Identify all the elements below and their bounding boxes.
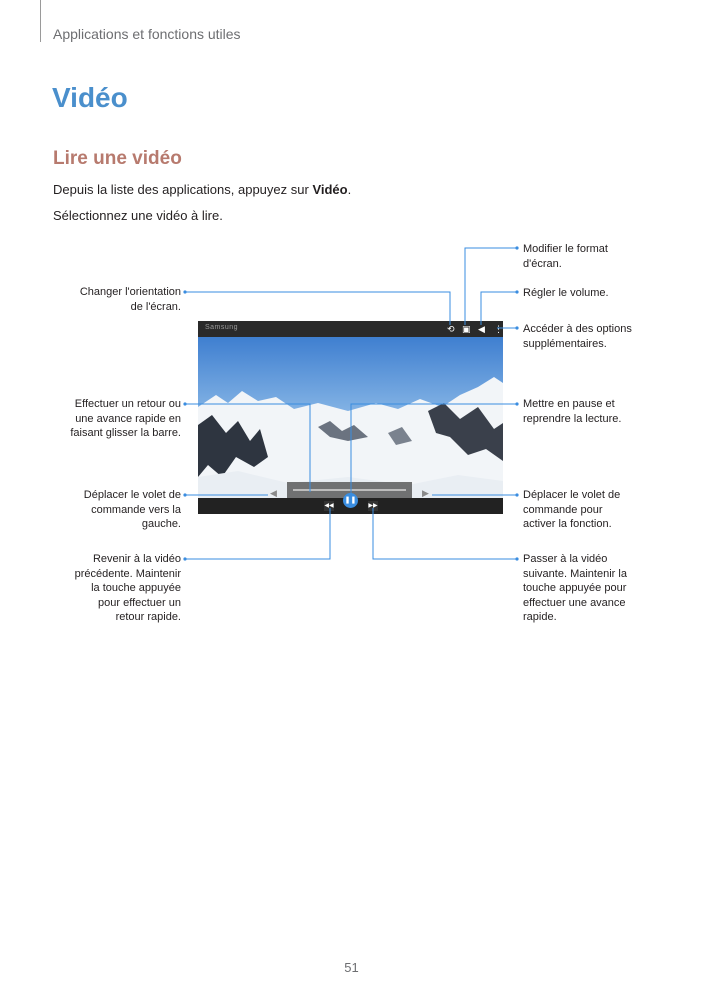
callout-line: Revenir à la vidéo bbox=[92, 553, 181, 565]
instruction-line-2: Sélectionnez une vidéo à lire. bbox=[53, 208, 223, 223]
page-number: 51 bbox=[344, 960, 359, 975]
callout-line: rapide. bbox=[523, 611, 557, 623]
leader-next bbox=[373, 508, 517, 559]
callout-line: Modifier le format bbox=[523, 243, 608, 255]
callout-line: d'écran. bbox=[523, 257, 562, 270]
panel-right-arrow-icon[interactable]: ▶ bbox=[422, 488, 429, 498]
rotate-icon[interactable]: ⟲ bbox=[447, 324, 455, 334]
callout-panel-right bbox=[523, 488, 620, 532]
callout-rotation bbox=[80, 285, 181, 314]
running-header: Applications et fonctions utiles bbox=[53, 26, 241, 42]
callout-line: la touche appuyée bbox=[91, 582, 181, 594]
callout-seek bbox=[70, 397, 181, 441]
callout-line: Régler le volume. bbox=[523, 287, 609, 299]
callout-line: faisant glisser la barre. bbox=[70, 427, 181, 439]
callout-line: précédente. Maintenir bbox=[74, 567, 181, 580]
callout-line: Mettre en pause et bbox=[523, 398, 615, 410]
leader-previous bbox=[185, 508, 330, 559]
callout-line: commande pour bbox=[523, 503, 603, 516]
section-title: Lire une vidéo bbox=[53, 148, 182, 169]
panel-left-arrow-icon[interactable]: ◀ bbox=[270, 488, 277, 498]
callout-line: de l'écran. bbox=[130, 300, 181, 313]
instruction-prefix: Depuis la liste des applications, appuyez sur bbox=[53, 182, 313, 197]
video-player-screenshot bbox=[198, 321, 503, 514]
callout-line: touche appuyée pour bbox=[523, 582, 627, 594]
brand-label: Samsung bbox=[205, 324, 239, 331]
callout-line: Changer l'orientation bbox=[79, 286, 181, 298]
callout-options bbox=[523, 322, 632, 351]
callout-line: Déplacer le volet de bbox=[523, 489, 621, 501]
screen-format-icon[interactable]: ▣ bbox=[462, 324, 471, 334]
callout-line: effectuer une avance bbox=[523, 596, 626, 609]
leader-format bbox=[465, 248, 517, 325]
video-frame[interactable] bbox=[198, 337, 503, 498]
callout-pause bbox=[523, 397, 621, 426]
callout-line: Effectuer un retour ou bbox=[74, 398, 181, 410]
volume-icon[interactable]: ◀ bbox=[478, 324, 485, 334]
progress-bar[interactable] bbox=[293, 489, 406, 491]
pause-button[interactable]: ❚❚ bbox=[343, 493, 358, 508]
callout-previous bbox=[75, 552, 181, 625]
more-options-icon[interactable]: ⋮ bbox=[494, 324, 503, 334]
callout-line: reprendre la lecture. bbox=[523, 412, 622, 425]
callout-line: une avance rapide en bbox=[75, 412, 181, 425]
instruction-suffix: . bbox=[347, 182, 352, 197]
callout-line: supplémentaires. bbox=[523, 337, 607, 350]
callout-line: activer la fonction. bbox=[523, 518, 612, 530]
callout-line: retour rapide. bbox=[115, 611, 181, 623]
callout-line: commande vers la bbox=[91, 503, 181, 516]
callout-panel-left bbox=[84, 488, 181, 532]
player-top-bar bbox=[198, 321, 503, 337]
callout-line: Passer à la vidéo bbox=[523, 553, 608, 565]
callout-format bbox=[523, 242, 608, 271]
header-rule bbox=[40, 0, 41, 42]
callout-line: Accéder à des options bbox=[523, 323, 632, 335]
callout-next bbox=[523, 552, 627, 625]
page-title: Vidéo bbox=[52, 82, 128, 113]
previous-icon[interactable]: ◀◀ bbox=[324, 503, 334, 509]
next-icon[interactable]: ▶▶ bbox=[368, 503, 378, 509]
callout-line: gauche. bbox=[141, 518, 181, 530]
app-name: Vidéo bbox=[312, 182, 348, 197]
callout-line: Déplacer le volet de bbox=[83, 489, 181, 501]
callout-line: suivante. Maintenir la bbox=[523, 567, 627, 580]
instruction-line-1 bbox=[53, 182, 351, 197]
callout-line: pour effectuer un bbox=[98, 596, 181, 609]
callout-volume bbox=[523, 286, 609, 301]
